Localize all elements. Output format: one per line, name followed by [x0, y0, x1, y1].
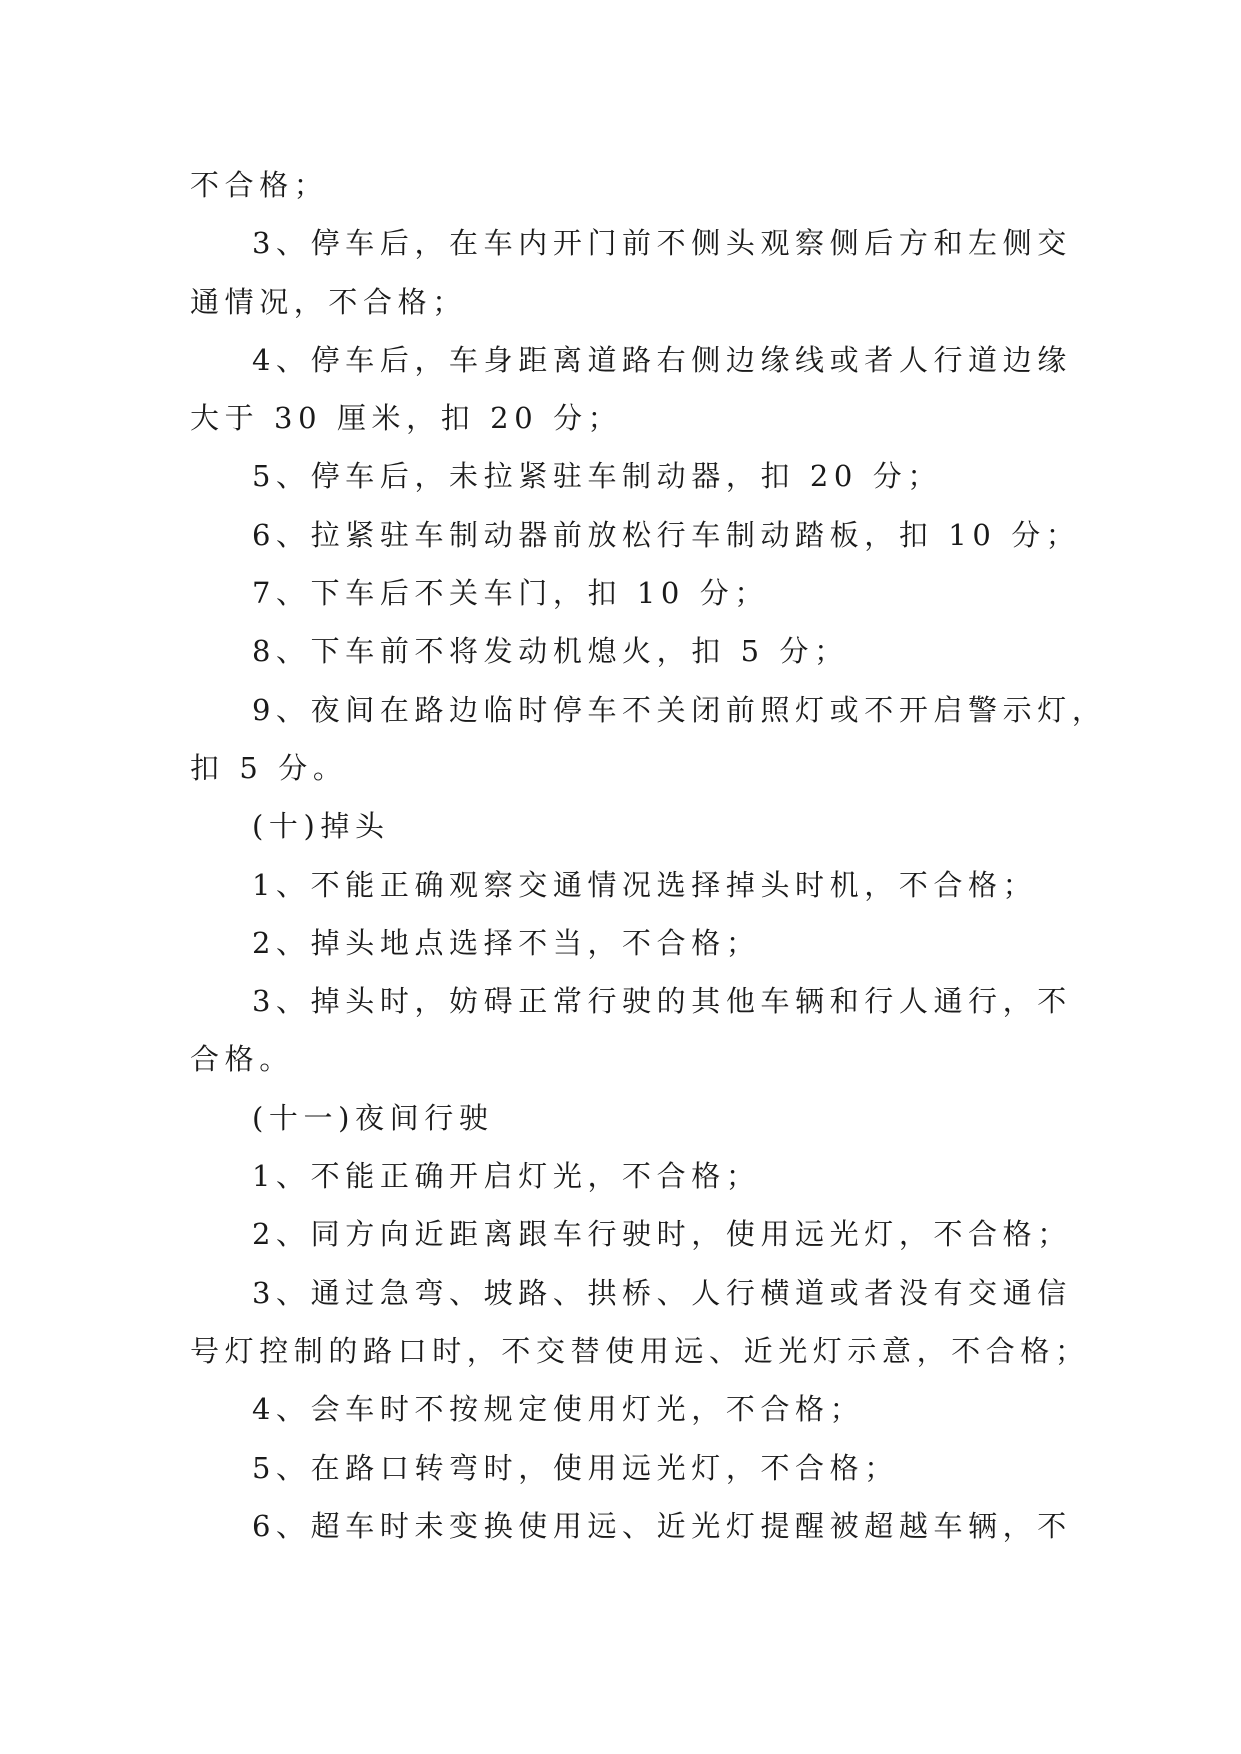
text-line: 3、停车后，在车内开门前不侧头观察侧后方和左侧交 [252, 226, 1072, 261]
text-line: 通情况，不合格； [190, 284, 467, 319]
text-line: 4、会车时不按规定使用灯光，不合格； [252, 1392, 865, 1427]
text-line: 合格。 [190, 1042, 294, 1077]
text-line: 7、下车后不关车门，扣 10 分； [252, 576, 769, 611]
text-line: 2、同方向近距离跟车行驶时，使用远光灯，不合格； [252, 1217, 1072, 1252]
text-line: 4、停车后，车身距离道路右侧边缘线或者人行道边缘 [252, 342, 1072, 377]
text-line: 6、超车时未变换使用远、近光灯提醒被超越车辆，不 [252, 1508, 1072, 1543]
text-line: 2、掉头地点选择不当，不合格； [252, 925, 761, 960]
text-line: 8、下车前不将发动机熄火，扣 5 分； [252, 634, 849, 669]
section-heading: (十一)夜间行驶 [252, 1100, 494, 1135]
text-line: 号灯控制的路口时，不交替使用远、近光灯示意，不合格； [190, 1333, 1090, 1368]
section-heading: (十)掉头 [252, 809, 390, 844]
text-line: 5、停车后，未拉紧驻车制动器，扣 20 分； [252, 459, 942, 494]
text-line: 1、不能正确开启灯光，不合格； [252, 1159, 761, 1194]
text-line: 5、在路口转弯时，使用远光灯，不合格； [252, 1450, 899, 1485]
text-line: 扣 5 分。 [190, 750, 348, 785]
text-line: 大于 30 厘米，扣 20 分； [190, 401, 623, 436]
text-line: 1、不能正确观察交通情况选择掉头时机，不合格； [252, 867, 1038, 902]
text-line: 3、通过急弯、坡路、拱桥、人行横道或者没有交通信 [252, 1275, 1072, 1310]
text-line: 9、夜间在路边临时停车不关闭前照灯或不开启警示灯， [252, 692, 1107, 727]
document-body [190, 156, 1107, 1555]
text-line: 3、掉头时，妨碍正常行驶的其他车辆和行人通行，不 [252, 984, 1072, 1019]
text-line: 6、拉紧驻车制动器前放松行车制动踏板，扣 10 分； [252, 517, 1081, 552]
text-line: 不合格； [190, 168, 329, 202]
